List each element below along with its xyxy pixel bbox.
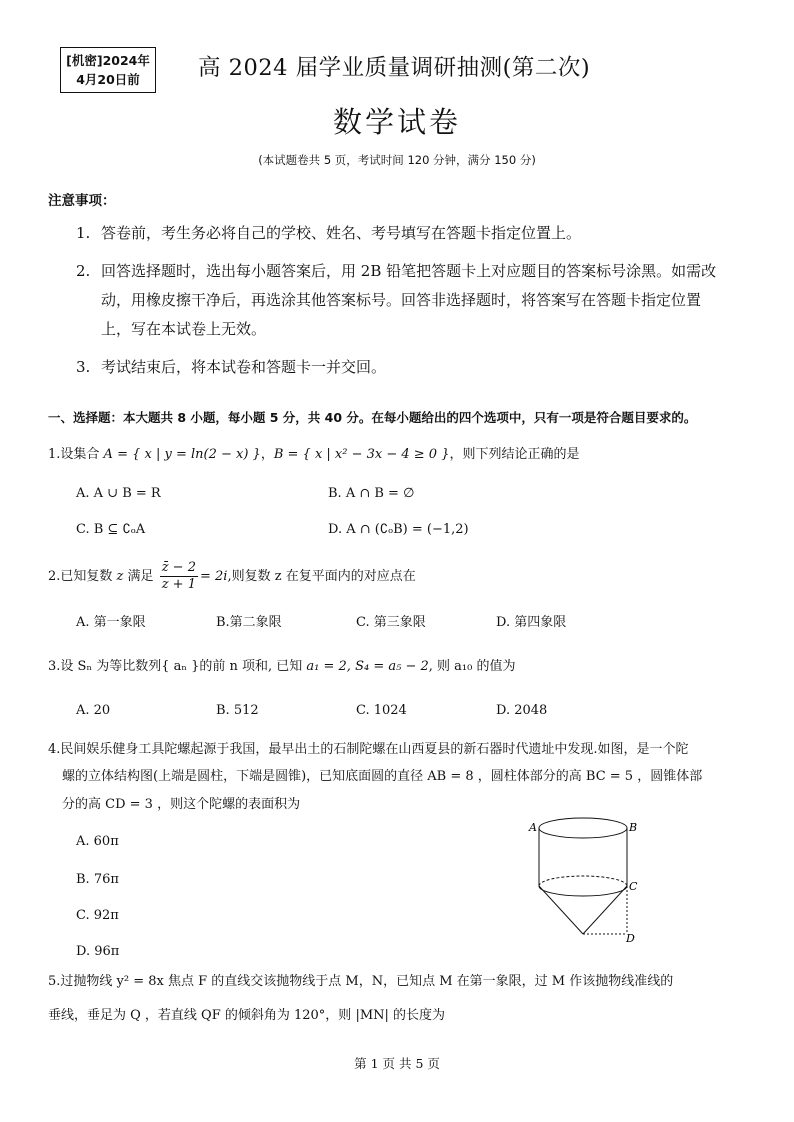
label-a: A xyxy=(529,821,537,834)
option-a: A. 第一象限 xyxy=(76,615,146,630)
option-b: B. 512 xyxy=(216,703,259,718)
question-1 xyxy=(48,443,580,462)
notice-text-cont: 上，写在本试卷上无效。 xyxy=(101,320,267,338)
numerator-text: z̄ − 2 xyxy=(161,560,196,575)
question-4-line-2: 螺的立体结构图(上端是圆柱，下端是圆锥)，已知底面圆的直径 AB = 8 ，圆柱体部分的高 BC = 5 ，圆锥体部 xyxy=(62,769,703,784)
notice-num: 2. xyxy=(76,262,91,280)
notice-text: 答卷前，考生务必将自己的学校、姓名、考号填写在答题卡指定位置上。 xyxy=(101,224,582,242)
exam-title: 高 2024 届学业质量调研抽测(第二次) xyxy=(198,55,591,81)
option-b: B.第二象限 xyxy=(216,615,282,630)
cylinder-bottom-front xyxy=(539,886,627,896)
question-5-line-1: 5.过抛物线 y² = 8x 焦点 F 的直线交该抛物线于点 M，N，已知点 M 在第一象限，过 M 作该抛物线准线的 xyxy=(48,974,674,989)
option-c: C. 92π xyxy=(76,908,119,923)
exam-subject: 数学试卷 xyxy=(332,105,461,139)
option-a: A. 60π xyxy=(76,834,119,849)
notice-text-cont: 动，用橡皮擦干净后，再选涂其他答案标号。回答非选择题时，将答案写在答题卡指定位置 xyxy=(101,291,702,309)
question-tail: , 则 a₁₀ 的值为 xyxy=(428,659,516,674)
separator: ， xyxy=(260,447,274,462)
option-b: B. A ∩ B = ∅ xyxy=(328,486,415,501)
question-2 xyxy=(48,560,416,593)
confidential-line-1: [机密]2024年 xyxy=(66,53,150,68)
spinning-top-figure xyxy=(525,815,645,945)
cylinder-top-ellipse xyxy=(539,818,627,838)
question-number: 2.已知复数 xyxy=(48,569,113,584)
fraction-numerator xyxy=(160,560,198,577)
condition-expr: a₁ = 2, S₄ = a₅ − 2 xyxy=(306,659,429,674)
section-heading: 一、选择题：本大题共 8 小题，每小题 5 分，共 40 分。在每小题给出的四个选项中，只有一项是符合题目要求的。 xyxy=(48,410,697,425)
question-tail: ，则下列结论正确的是 xyxy=(449,447,580,462)
confidential-line-2: 4月20日前 xyxy=(76,72,140,87)
question-3 xyxy=(48,655,515,674)
fraction xyxy=(160,560,198,593)
set-b-expr: B = { x | x² − 3x − 4 ≥ 0 } xyxy=(273,447,450,462)
page-footer: 第 1 页 共 5 页 xyxy=(354,1056,440,1071)
cone-right-edge xyxy=(583,886,627,934)
question-text: 3.设 Sₙ 为等比数列{ aₙ }的前 n 项和, 已知 xyxy=(48,659,303,674)
label-b: B xyxy=(629,821,638,834)
notice-heading: 注意事项： xyxy=(48,193,116,209)
option-a: A. 20 xyxy=(76,703,111,718)
fraction-denominator xyxy=(160,577,198,593)
notice-num: 3. xyxy=(76,358,91,376)
option-d: D. A ∩ (∁ₒB) = (−1,2) xyxy=(328,522,469,537)
question-4-line-1: 4.民间娱乐健身工具陀螺起源于我国，最早出土的石制陀螺在山西夏县的新石器时代遗址中发现.如图，是一个陀 xyxy=(48,742,689,757)
question-number: 1.设集合 xyxy=(48,447,100,462)
option-c: C. 第三象限 xyxy=(356,615,426,630)
cone-left-edge xyxy=(539,886,583,934)
option-d: D. 第四象限 xyxy=(496,615,567,630)
cylinder-bottom-back xyxy=(539,876,627,886)
variable: z xyxy=(116,569,124,584)
question-tail: ,则复数 z 在复平面内的对应点在 xyxy=(227,569,416,584)
question-text: 满足 xyxy=(127,569,154,584)
notice-text: 回答选择题时，选出每小题答案后，用 2B 铅笔把答题卡上对应题目的答案标号涂黑。如需改 xyxy=(101,262,717,280)
question-4-line-3: 分的高 CD = 3 ，则这个陀螺的表面积为 xyxy=(62,797,301,812)
exam-info: (本试题卷共 5 页，考试时间 120 分钟，满分 150 分) xyxy=(258,153,536,167)
denominator-text: z + 1 xyxy=(161,577,196,592)
equation-rhs: = 2i xyxy=(199,569,228,584)
option-c: C. B ⊆ ∁ₒA xyxy=(76,522,146,537)
label-c: C xyxy=(629,880,638,893)
option-b: B. 76π xyxy=(76,872,119,887)
option-d: D. 96π xyxy=(76,944,120,959)
label-d: D xyxy=(626,932,635,945)
option-c: C. 1024 xyxy=(356,703,407,718)
option-d: D. 2048 xyxy=(496,703,548,718)
option-a: A. A ∪ B = R xyxy=(76,486,161,501)
question-5-line-2: 垂线，垂足为 Q ，若直线 QF 的倾斜角为 120°，则 |MN| 的长度为 xyxy=(48,1008,446,1023)
notice-num: 1. xyxy=(76,224,91,242)
notice-text: 考试结束后，将本试卷和答题卡一并交回。 xyxy=(101,358,387,376)
confidential-box xyxy=(60,47,156,93)
set-a-expr: A = { x | y = ln(2 − x) } xyxy=(103,447,261,462)
